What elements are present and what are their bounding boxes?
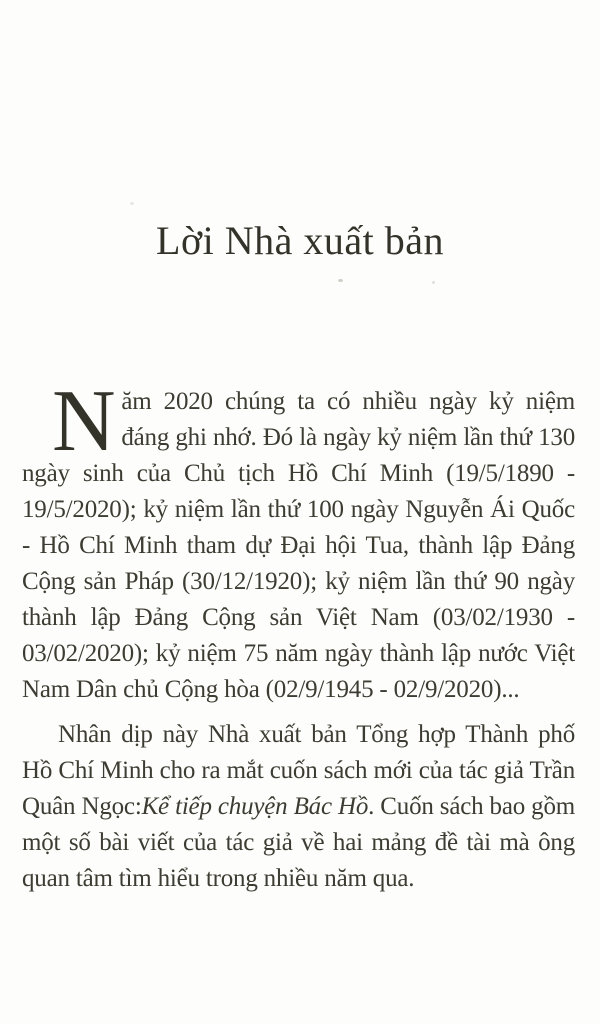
paragraph-1: [22, 373, 575, 708]
paragraph-2-tail: . Cuốn sách bao gồm một số bài viết của tác giả về hai mảng đề tài mà ông quan tâm tìm hiểu trong nhiều năm qua.: [22, 793, 575, 892]
scan-speck: [338, 279, 343, 282]
paragraph-1-text: ăm 2020 chúng ta có nhiều ngày kỷ niệm đáng ghi nhớ. Đó là ngày kỷ niệm lần thứ 130 ngày sinh của Chủ tịch Hồ Chí Minh (19/5/1890 - 19/5/2020); kỷ niệm lần thứ 100 ngày Nguyễn Ái Quốc - Hồ Chí Minh tham dự Đại hội Tua, thành lập Đảng Cộng sản Pháp (30/12/1920); kỷ niệm lần thứ 90 ngày thành lập Đảng Cộng sản Việt Nam (03/02/1930 - 03/02/2020); kỷ niệm 75 năm ngày thành lập nước Việt Nam Dân chủ Cộng hòa (02/9/1945 - 02/9/2020)...: [22, 388, 575, 703]
dropcap-letter: N: [52, 373, 116, 470]
paragraph-2: [22, 717, 575, 897]
scan-speck: [130, 202, 134, 205]
book-title-italic: Kể tiếp chuyện Bác Hồ: [141, 793, 369, 820]
body-text: [22, 373, 575, 897]
chapter-title: Lời Nhà xuất bản: [156, 218, 444, 263]
scan-speck: [432, 281, 435, 284]
paragraph-2-lead: Nhân dịp này Nhà xuất bản Tổng hợp Thành phố Hồ Chí Minh cho ra mắt cuốn sách mới của tác giả Trần Quân Ngọc:: [22, 721, 575, 820]
